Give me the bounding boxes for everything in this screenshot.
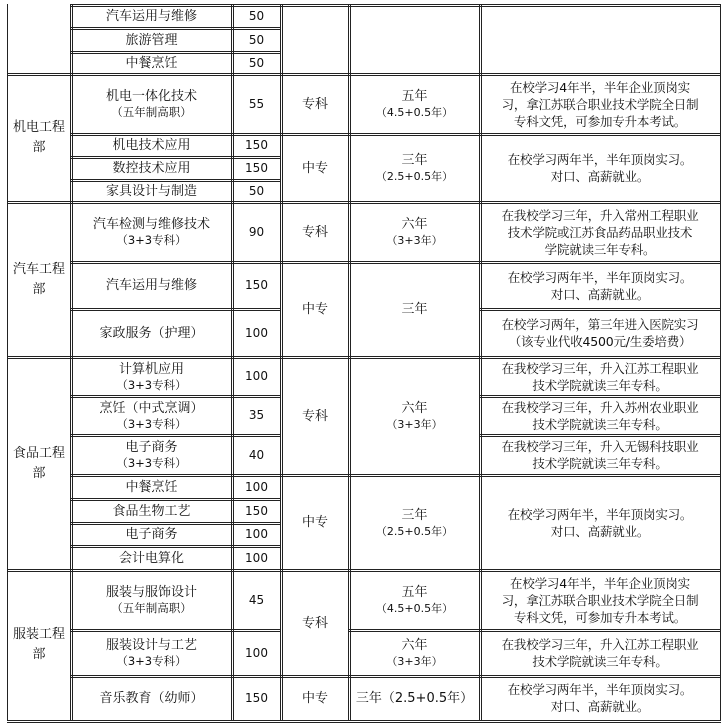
major-subtitle: （3+3专科） bbox=[116, 377, 187, 392]
level-cell bbox=[281, 134, 349, 202]
enrollment-count: 150 bbox=[245, 690, 268, 705]
grid-line bbox=[480, 201, 720, 204]
major-cell bbox=[71, 74, 232, 134]
duration-main: 三年（2.5+0.5年） bbox=[355, 690, 474, 706]
grid-line bbox=[7, 4, 8, 721]
enrollment-cell bbox=[232, 157, 281, 180]
enrollment-count: 90 bbox=[248, 224, 265, 239]
major-name: 旅游管理 bbox=[125, 32, 178, 48]
major-name: 家政服务（护理） bbox=[99, 325, 204, 341]
department-cell bbox=[7, 357, 71, 570]
grid-line bbox=[480, 4, 720, 7]
enrollment-cell bbox=[232, 357, 281, 396]
grid-line bbox=[480, 474, 720, 477]
note-line: 技术学院就读三年专科。 bbox=[532, 654, 668, 669]
enrollment-cell bbox=[232, 309, 281, 357]
major-subtitle: （3+3专科） bbox=[116, 233, 187, 247]
grid-line bbox=[480, 308, 720, 311]
duration-detail: （4.5+0.5年） bbox=[375, 602, 454, 615]
grid-line bbox=[71, 356, 281, 359]
note-line: 习，拿江苏联合职业技术学院全日制 bbox=[501, 96, 699, 112]
grid-line bbox=[71, 4, 480, 7]
duration-cell bbox=[349, 134, 480, 202]
note-cell bbox=[480, 202, 720, 262]
major-subtitle: （3+3专科） bbox=[116, 456, 187, 470]
education-level: 中专 bbox=[301, 160, 328, 176]
department-cell bbox=[7, 74, 71, 202]
duration-cell bbox=[349, 357, 480, 475]
note-line: 专科文凭，可参加专升本考试。 bbox=[513, 113, 687, 129]
department-cell bbox=[7, 570, 71, 720]
major-cell bbox=[71, 570, 232, 630]
grid-line bbox=[71, 27, 281, 30]
note-line: 技术学院或江苏食品药品职业技术 bbox=[507, 224, 693, 240]
enrollment-count: 35 bbox=[248, 408, 265, 422]
major-name: 电子商务 bbox=[125, 527, 178, 542]
note-line: 在校学习4年半，半年企业顶岗实 bbox=[510, 575, 690, 591]
grid-line bbox=[70, 4, 73, 721]
grid-line bbox=[7, 569, 71, 572]
major-cell bbox=[71, 357, 232, 396]
enrollment-count: 40 bbox=[248, 447, 265, 462]
enrollment-count: 100 bbox=[245, 369, 268, 383]
grid-line bbox=[281, 675, 349, 678]
enrollment-cell bbox=[232, 676, 281, 720]
grid-line bbox=[280, 4, 283, 721]
note-line: 技术学院就读三年专科。 bbox=[532, 416, 668, 432]
major-cell bbox=[71, 475, 232, 499]
major-name: 机电一体化技术 bbox=[105, 89, 197, 104]
grid-line bbox=[281, 569, 349, 572]
grid-line bbox=[480, 434, 720, 437]
note-cell bbox=[480, 475, 720, 570]
major-name: 服装设计与工艺 bbox=[105, 638, 197, 653]
note-line: 在我校学习三年，升入江苏工程职业 bbox=[501, 360, 699, 376]
grid-line bbox=[480, 675, 720, 678]
major-subtitle: （五年制高职） bbox=[111, 105, 192, 119]
enrollment-count: 100 bbox=[245, 325, 268, 340]
note-cell bbox=[480, 570, 720, 630]
enrollment-count: 100 bbox=[245, 550, 268, 565]
enrollment-count: 50 bbox=[248, 8, 265, 23]
grid-line bbox=[480, 569, 720, 572]
enrollment-cell bbox=[232, 74, 281, 134]
grid-line bbox=[71, 434, 281, 437]
major-cell bbox=[71, 309, 232, 357]
grid-line bbox=[71, 261, 281, 264]
enrollment-cell bbox=[232, 52, 281, 74]
note-line: 在校学习两年半，半年顶岗实习。 bbox=[507, 682, 693, 697]
major-cell bbox=[71, 630, 232, 676]
note-cell bbox=[480, 74, 720, 134]
enrollment-count: 50 bbox=[248, 55, 265, 70]
major-subtitle: （3+3专科） bbox=[116, 416, 187, 431]
note-cell bbox=[480, 435, 720, 475]
note-line: 在我校学习三年，升入江苏工程职业 bbox=[501, 637, 699, 652]
enrollment-cell bbox=[232, 546, 281, 570]
note-line: 对口、高薪就业。 bbox=[550, 523, 650, 539]
grid-line bbox=[71, 133, 281, 136]
duration-cell bbox=[349, 630, 480, 676]
major-cell bbox=[71, 523, 232, 546]
grid-line bbox=[480, 356, 720, 359]
grid-line bbox=[281, 133, 349, 136]
duration-detail: （3+3年） bbox=[386, 234, 443, 247]
grid-line bbox=[348, 4, 351, 721]
grid-line bbox=[71, 179, 281, 182]
enrollment-cell bbox=[232, 180, 281, 202]
note-line: （该专业代收4500元/生委培费） bbox=[508, 334, 692, 349]
major-name: 音乐教育（幼师） bbox=[99, 690, 204, 706]
grid-line bbox=[349, 133, 480, 136]
enrollment-cell bbox=[232, 28, 281, 52]
level-cell bbox=[281, 202, 349, 262]
education-level: 专科 bbox=[301, 615, 328, 631]
department-name: 服装工程部 bbox=[13, 627, 66, 662]
grid-line bbox=[480, 73, 720, 76]
major-subtitle: （五年制高职） bbox=[111, 601, 192, 615]
major-name: 中餐烹饪 bbox=[125, 479, 178, 495]
education-level: 专科 bbox=[301, 224, 328, 240]
grid-line bbox=[7, 356, 71, 359]
duration-detail: （2.5+0.5年） bbox=[375, 524, 454, 538]
major-name: 服装与服饰设计 bbox=[105, 585, 197, 600]
enrollment-cell bbox=[232, 570, 281, 630]
grid-line bbox=[71, 629, 281, 632]
enrollment-cell bbox=[232, 396, 281, 435]
note-line: 在我校学习三年，升入苏州农业职业 bbox=[501, 399, 699, 415]
grid-line bbox=[71, 308, 281, 311]
major-name: 数控技术应用 bbox=[112, 161, 191, 176]
education-level: 中专 bbox=[301, 302, 328, 317]
note-line: 专科文凭，可参加专升本考试。 bbox=[513, 609, 687, 625]
major-cell bbox=[71, 202, 232, 262]
enrollment-count: 150 bbox=[245, 138, 268, 152]
enrollment-cell bbox=[232, 630, 281, 676]
major-cell bbox=[71, 546, 232, 570]
duration-cell bbox=[349, 262, 480, 357]
education-level: 专科 bbox=[301, 408, 328, 424]
grid-line bbox=[71, 201, 281, 204]
duration-main: 六年 bbox=[401, 638, 428, 653]
note-line: 在校学习两年，第三年进入医院实习 bbox=[501, 317, 699, 332]
enrollment-cell bbox=[232, 435, 281, 475]
department-name: 机电工程部 bbox=[13, 120, 66, 155]
note-line: 在校学习两年半，半年顶岗实习。 bbox=[507, 152, 693, 167]
note-cell bbox=[480, 630, 720, 676]
grid-line bbox=[231, 4, 234, 721]
major-cell bbox=[71, 396, 232, 435]
grid-line bbox=[349, 569, 480, 572]
level-cell bbox=[281, 570, 349, 676]
department-cell bbox=[7, 202, 71, 357]
grid-line bbox=[71, 545, 281, 548]
major-cell bbox=[71, 134, 232, 157]
grid-line bbox=[7, 201, 71, 204]
grid-line bbox=[71, 675, 281, 678]
note-line: 对口、高薪就业。 bbox=[550, 169, 650, 184]
enrollment-cell bbox=[232, 262, 281, 309]
duration-main: 五年 bbox=[401, 89, 428, 104]
major-name: 中餐烹饪 bbox=[125, 55, 178, 71]
grid-line bbox=[479, 4, 482, 721]
grid-line bbox=[71, 522, 281, 525]
major-name: 汽车检测与维修技术 bbox=[92, 217, 210, 232]
major-name: 汽车运用与维修 bbox=[105, 8, 197, 24]
note-line: 技术学院就读三年专科。 bbox=[532, 377, 668, 393]
education-level: 中专 bbox=[301, 515, 328, 530]
major-subtitle: （3+3专科） bbox=[116, 654, 187, 668]
enrollment-count: 100 bbox=[245, 527, 268, 541]
note-line: 在校学习4年半，半年企业顶岗实 bbox=[510, 79, 690, 95]
note-line: 习，拿江苏联合职业技术学院全日制 bbox=[501, 592, 699, 608]
enrollment-count: 150 bbox=[245, 161, 268, 175]
duration-main: 三年 bbox=[401, 302, 428, 317]
grid-line bbox=[281, 474, 349, 477]
level-cell bbox=[281, 357, 349, 475]
major-cell bbox=[71, 180, 232, 202]
grid-line bbox=[281, 261, 349, 264]
note-cell bbox=[480, 309, 720, 357]
note-line: 在我校学习三年，升入无锡科技职业 bbox=[501, 439, 699, 454]
department-name: 食品工程部 bbox=[13, 445, 66, 481]
duration-main: 三年 bbox=[401, 153, 428, 168]
department-name: 汽车工程部 bbox=[13, 261, 66, 297]
grid-line bbox=[71, 73, 281, 76]
enrollment-count: 45 bbox=[248, 592, 265, 607]
major-name: 汽车运用与维修 bbox=[105, 278, 197, 293]
note-line: 在校学习两年半，半年顶岗实习。 bbox=[507, 269, 693, 285]
duration-main: 五年 bbox=[401, 585, 428, 600]
grid-line bbox=[281, 73, 349, 76]
enrollment-cell bbox=[232, 523, 281, 546]
enrollment-count: 55 bbox=[248, 96, 265, 111]
enrollment-cell bbox=[232, 475, 281, 499]
grid-line bbox=[71, 474, 281, 477]
note-line: 在校学习两年半，半年顶岗实习。 bbox=[507, 506, 693, 522]
level-cell bbox=[281, 475, 349, 570]
grid-line bbox=[480, 395, 720, 398]
level-cell bbox=[281, 74, 349, 134]
enrollment-count: 150 bbox=[245, 278, 268, 292]
major-name: 计算机应用 bbox=[118, 361, 184, 377]
note-line: 对口、高薪就业。 bbox=[550, 699, 650, 714]
grid-line bbox=[281, 356, 349, 359]
duration-main: 三年 bbox=[401, 507, 428, 523]
grid-line bbox=[349, 201, 480, 204]
grid-line bbox=[349, 356, 480, 359]
enrollment-count: 50 bbox=[248, 183, 265, 198]
note-line: 对口、高薪就业。 bbox=[550, 286, 650, 302]
grid-line bbox=[71, 156, 281, 159]
grid-line bbox=[71, 569, 281, 572]
grid-line bbox=[349, 73, 480, 76]
enrollment-count: 150 bbox=[245, 503, 268, 518]
education-level: 专科 bbox=[301, 96, 328, 112]
note-line: 学院就读三年专科。 bbox=[544, 241, 656, 257]
major-cell bbox=[71, 499, 232, 523]
duration-detail: （3+3年） bbox=[386, 655, 443, 668]
grid-line bbox=[480, 133, 720, 136]
major-name: 家具设计与制造 bbox=[105, 183, 197, 199]
major-name: 烹饪（中式烹调） bbox=[99, 400, 204, 416]
major-cell bbox=[71, 4, 232, 28]
duration-main: 六年 bbox=[401, 401, 428, 416]
level-cell bbox=[281, 262, 349, 357]
note-cell bbox=[480, 134, 720, 202]
duration-cell bbox=[349, 475, 480, 570]
grid-line bbox=[349, 474, 480, 477]
enrollment-cell bbox=[232, 499, 281, 523]
major-cell bbox=[71, 262, 232, 309]
major-cell bbox=[71, 28, 232, 52]
duration-cell bbox=[349, 676, 480, 720]
grid-line bbox=[71, 498, 281, 501]
grid-line bbox=[281, 201, 349, 204]
note-cell bbox=[480, 676, 720, 720]
major-cell bbox=[71, 435, 232, 475]
grid-line bbox=[71, 395, 281, 398]
duration-main: 六年 bbox=[401, 217, 428, 232]
grid-line bbox=[71, 51, 281, 54]
duration-detail: （3+3年） bbox=[386, 418, 443, 431]
duration-detail: （2.5+0.5年） bbox=[375, 170, 454, 183]
enrollment-count: 100 bbox=[245, 479, 268, 494]
enrollment-count: 50 bbox=[248, 32, 265, 47]
major-cell bbox=[71, 157, 232, 180]
duration-detail: （4.5+0.5年） bbox=[375, 106, 454, 119]
level-cell bbox=[281, 676, 349, 720]
enrollment-cell bbox=[232, 4, 281, 28]
grid-line bbox=[720, 4, 721, 721]
note-cell bbox=[480, 396, 720, 435]
note-line: 在我校学习三年，升入常州工程职业 bbox=[501, 207, 699, 223]
grid-line bbox=[349, 675, 480, 678]
duration-cell bbox=[349, 74, 480, 134]
note-line: 技术学院就读三年专科。 bbox=[532, 456, 668, 471]
education-level: 中专 bbox=[301, 690, 328, 706]
major-cell bbox=[71, 676, 232, 720]
duration-cell bbox=[349, 202, 480, 262]
major-name: 电子商务 bbox=[125, 440, 178, 455]
grid-line bbox=[349, 629, 480, 632]
enrollment-cell bbox=[232, 202, 281, 262]
major-name: 食品生物工艺 bbox=[112, 503, 191, 519]
grid-line bbox=[7, 73, 71, 76]
major-cell bbox=[71, 52, 232, 74]
grid-line bbox=[480, 629, 720, 632]
note-cell bbox=[480, 357, 720, 396]
duration-cell bbox=[349, 570, 480, 630]
grid-line bbox=[480, 261, 720, 264]
enrollment-cell bbox=[232, 134, 281, 157]
major-name: 会计电算化 bbox=[118, 550, 184, 566]
note-cell bbox=[480, 262, 720, 309]
enrollment-count: 100 bbox=[245, 645, 268, 660]
grid-line bbox=[349, 261, 480, 264]
major-name: 机电技术应用 bbox=[112, 138, 191, 153]
